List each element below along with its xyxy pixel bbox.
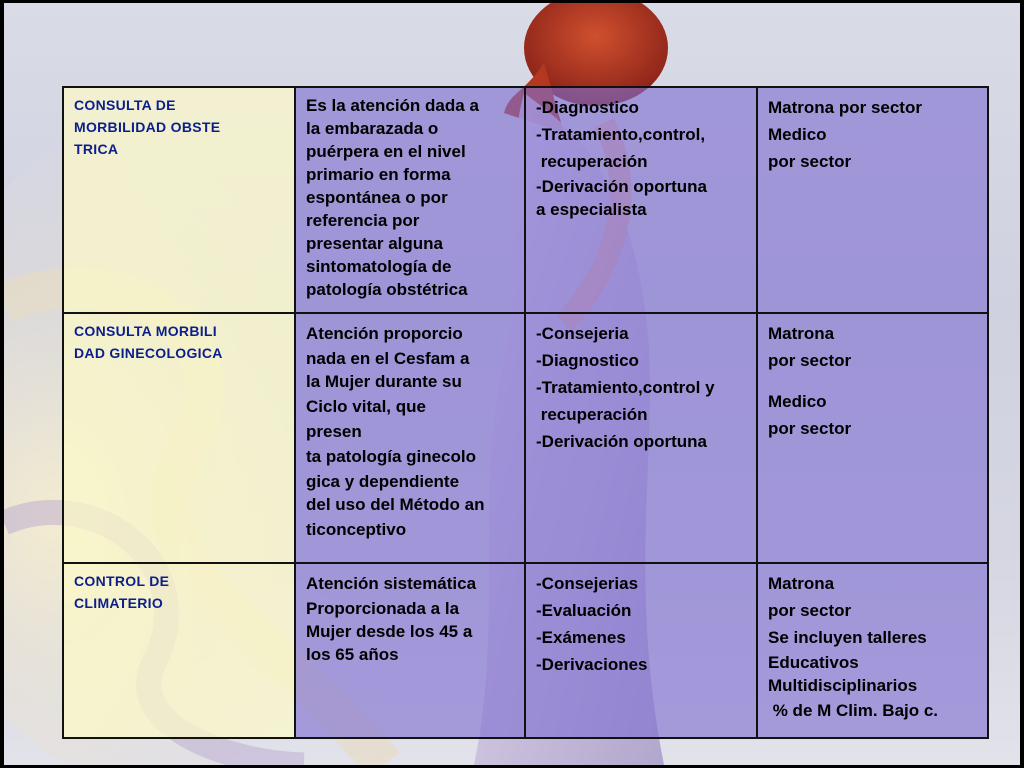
staff-text: Multidisciplinarios [768, 676, 918, 695]
description-text: ticonceptivo [306, 520, 407, 539]
staff-cell [757, 563, 988, 738]
services-table [62, 86, 989, 739]
actions-cell [525, 313, 757, 563]
staff-text: por sector [768, 351, 852, 370]
action-item: recuperación [536, 152, 648, 171]
service-name-cell [63, 87, 295, 313]
action-item: -Exámenes [536, 628, 626, 647]
action-item: -Derivación oportuna [536, 177, 707, 196]
staff-cell [757, 313, 988, 563]
description-text: gica y dependiente [306, 472, 460, 491]
service-name: MORBILIDAD OBSTE [74, 119, 221, 135]
service-name: DAD GINECOLOGICA [74, 345, 223, 361]
actions-cell [525, 563, 757, 738]
description-text: presentar alguna [306, 234, 443, 253]
service-name: CONSULTA MORBILI [74, 323, 217, 339]
service-name-cell [63, 313, 295, 563]
slide [4, 3, 1020, 765]
description-text: la embarazada o [306, 119, 439, 138]
staff-text: Medico [768, 125, 827, 144]
description-text: la Mujer durante su [306, 372, 462, 391]
description-text: primario en forma [306, 165, 451, 184]
table-row [63, 563, 988, 738]
staff-text: Matrona [768, 324, 835, 343]
description-text: puérpera en el nivel [306, 142, 466, 161]
description-text: espontánea o por [306, 188, 448, 207]
action-item: -Derivación oportuna [536, 432, 707, 451]
staff-text: por sector [768, 601, 852, 620]
action-item: -Diagnostico [536, 98, 639, 117]
description-cell [295, 313, 525, 563]
description-text: del uso del Método an [306, 495, 485, 514]
description-text: los 65 años [306, 645, 399, 664]
service-name: CONTROL DE [74, 573, 170, 589]
staff-text: Educativos [768, 653, 859, 672]
description-text: Ciclo vital, que [306, 397, 426, 416]
action-item: a especialista [536, 200, 647, 219]
action-item: -Tratamiento,control y [536, 378, 715, 397]
description-text: ta patología ginecolo [306, 447, 477, 466]
table-row [63, 313, 988, 563]
description-cell [295, 563, 525, 738]
description-text: nada en el Cesfam a [306, 349, 470, 368]
staff-text: por sector [768, 152, 852, 171]
description-text: Proporcionada a la [306, 599, 460, 618]
action-item: -Consejeria [536, 324, 629, 343]
description-text: sintomatología de [306, 257, 452, 276]
spacer [768, 374, 977, 388]
description-text: patología obstétrica [306, 280, 468, 299]
staff-text: Se incluyen talleres [768, 628, 927, 647]
staff-text: Matrona [768, 574, 835, 593]
description-text: referencia por [306, 211, 420, 230]
actions-cell [525, 87, 757, 313]
description-cell [295, 87, 525, 313]
description-text: presen [306, 422, 362, 441]
service-name: TRICA [74, 141, 119, 157]
table-row [63, 87, 988, 313]
service-name: CLIMATERIO [74, 595, 164, 611]
description-text: Atención proporcio [306, 324, 463, 343]
action-item: -Consejerias [536, 574, 639, 593]
description-text: Mujer desde los 45 a [306, 622, 473, 641]
service-name: CONSULTA DE [74, 97, 176, 113]
action-item: recuperación [536, 405, 648, 424]
action-item: -Evaluación [536, 601, 632, 620]
staff-text: % de M Clim. Bajo c. [768, 701, 939, 720]
description-text: Atención sistemática [306, 574, 477, 593]
action-item: -Tratamiento,control, [536, 125, 706, 144]
service-name-cell [63, 563, 295, 738]
action-item: -Diagnostico [536, 351, 639, 370]
staff-text: por sector [768, 419, 852, 438]
staff-cell [757, 87, 988, 313]
description-text: Es la atención dada a [306, 96, 479, 115]
staff-text: Medico [768, 392, 827, 411]
staff-text: Matrona por sector [768, 98, 922, 117]
action-item: -Derivaciones [536, 655, 648, 674]
